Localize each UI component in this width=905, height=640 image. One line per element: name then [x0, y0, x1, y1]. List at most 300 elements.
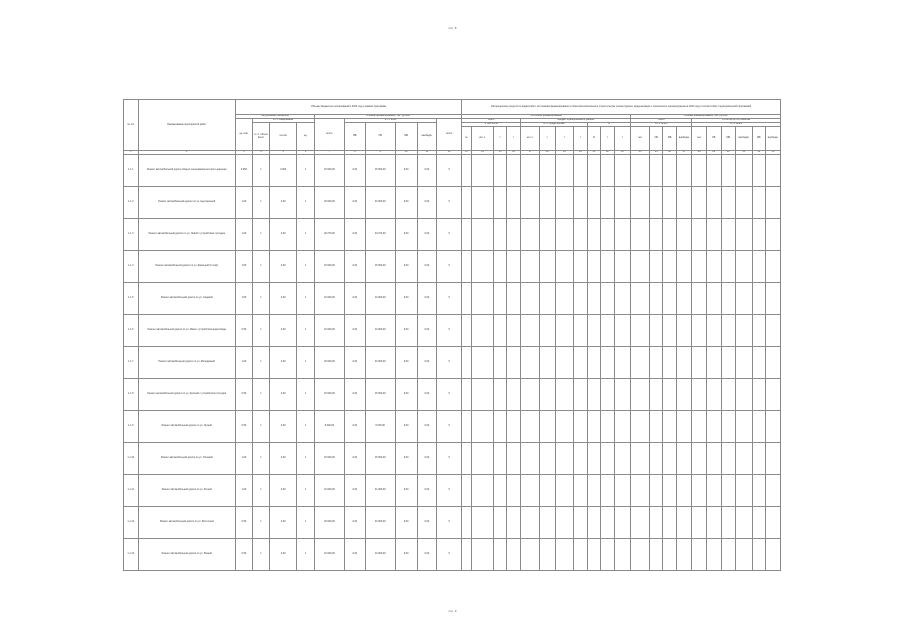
header-col-a8: т. — [574, 127, 587, 151]
empty-cell — [752, 379, 765, 411]
row-value-c4: 1 — [297, 315, 315, 347]
table-row — [124, 251, 781, 283]
empty-cell — [574, 251, 587, 283]
header-col-qty: в т.ч. объем всего — [252, 123, 270, 151]
row-value-c2: 1 — [252, 347, 270, 379]
row-value-c2: 1 — [252, 379, 270, 411]
row-value-c1: 1,00 — [236, 475, 253, 507]
header-right-a1: Всего — [462, 119, 521, 123]
row-value-c10: Х — [437, 475, 462, 507]
row-value-c4: 1 — [297, 411, 315, 443]
empty-cell — [663, 411, 676, 443]
empty-cell — [494, 507, 506, 539]
empty-cell — [614, 187, 631, 219]
empty-cell — [721, 475, 736, 507]
empty-cell — [471, 443, 494, 475]
row-value-c9: 0,00 — [417, 219, 437, 251]
empty-cell — [494, 379, 506, 411]
row-value-c4: 1 — [297, 379, 315, 411]
empty-cell — [614, 347, 631, 379]
row-number: 1.1.5 — [124, 283, 139, 315]
column-number: 21 — [587, 151, 600, 155]
row-number: 1.1.7 — [124, 347, 139, 379]
empty-cell — [555, 251, 574, 283]
empty-cell — [471, 283, 494, 315]
empty-cell — [692, 251, 707, 283]
header-natural-sub: в т.ч. измеряемые — [252, 119, 314, 123]
empty-cell — [692, 475, 707, 507]
row-number: 1.1.4 — [124, 251, 139, 283]
empty-cell — [555, 379, 574, 411]
empty-cell — [649, 475, 662, 507]
empty-cell — [631, 443, 650, 475]
empty-cell — [663, 539, 676, 571]
empty-cell — [676, 219, 692, 251]
header-col-b5: тыс. — [692, 127, 707, 151]
empty-cell — [601, 539, 614, 571]
header-num: № п/п — [124, 100, 139, 151]
empty-cell — [494, 219, 506, 251]
empty-cell — [587, 219, 600, 251]
empty-cell — [574, 475, 587, 507]
empty-cell — [676, 155, 692, 187]
header-col-b4: внебюдж. — [676, 127, 692, 151]
header-right-b1: Всего — [631, 119, 692, 123]
empty-cell — [506, 315, 521, 347]
row-value-c9: 0,00 — [417, 251, 437, 283]
empty-cell — [663, 379, 676, 411]
empty-cell — [766, 251, 781, 283]
empty-cell — [721, 379, 736, 411]
column-number: 26 — [663, 151, 676, 155]
empty-cell — [676, 315, 692, 347]
row-value-c1: 0,50 — [236, 507, 253, 539]
header-col-b9: МБ — [752, 127, 765, 151]
empty-cell — [506, 475, 521, 507]
header-sub-a2: в т.ч. кредиторская — [521, 123, 587, 127]
header-col-b6: ОБ — [706, 127, 721, 151]
empty-cell — [721, 539, 736, 571]
empty-cell — [752, 219, 765, 251]
row-value-c5: 21 000,00 — [314, 475, 344, 507]
empty-cell — [471, 187, 494, 219]
table-row — [124, 539, 781, 571]
empty-cell — [766, 539, 781, 571]
row-value-c7: 10 000,00 — [365, 283, 395, 315]
empty-cell — [521, 379, 540, 411]
empty-cell — [766, 347, 781, 379]
empty-cell — [506, 379, 521, 411]
empty-cell — [506, 251, 521, 283]
table-row — [124, 283, 781, 315]
empty-cell — [555, 315, 574, 347]
empty-cell — [631, 507, 650, 539]
row-value-c6: 0,00 — [344, 475, 365, 507]
empty-cell — [494, 475, 506, 507]
empty-cell — [706, 475, 721, 507]
empty-cell — [752, 539, 765, 571]
empty-cell — [555, 507, 574, 539]
empty-cell — [462, 507, 471, 539]
empty-cell — [601, 187, 614, 219]
row-value-c2: 1 — [252, 283, 270, 315]
empty-cell — [471, 155, 494, 187]
row-value-c7: 21 000,00 — [365, 475, 395, 507]
empty-cell — [676, 251, 692, 283]
empty-cell — [614, 315, 631, 347]
empty-cell — [736, 443, 753, 475]
empty-cell — [539, 379, 555, 411]
table-row — [124, 347, 781, 379]
empty-cell — [721, 283, 736, 315]
empty-cell — [676, 443, 692, 475]
row-value-c3: 0,00 — [270, 251, 297, 283]
empty-cell — [471, 475, 494, 507]
empty-cell — [506, 187, 521, 219]
empty-cell — [574, 283, 587, 315]
row-value-c8: 0,00 — [395, 219, 417, 251]
empty-cell — [506, 443, 521, 475]
empty-cell — [631, 219, 650, 251]
empty-cell — [631, 379, 650, 411]
empty-cell — [539, 475, 555, 507]
empty-cell — [494, 187, 506, 219]
empty-cell — [721, 507, 736, 539]
empty-cell — [649, 315, 662, 347]
row-value-c10: Х — [437, 379, 462, 411]
empty-cell — [574, 219, 587, 251]
empty-cell — [574, 443, 587, 475]
row-value-c1: 0,50 — [236, 379, 253, 411]
row-number: 1.1.6 — [124, 315, 139, 347]
row-value-c4: 1 — [297, 475, 315, 507]
row-value-c8: 0,00 — [395, 443, 417, 475]
empty-cell — [574, 187, 587, 219]
column-number: 15 — [494, 151, 506, 155]
empty-cell — [601, 251, 614, 283]
empty-cell — [539, 283, 555, 315]
row-value-c4: 1 — [297, 251, 315, 283]
row-value-c7: 10 000,00 — [365, 539, 395, 571]
row-value-c1: 1,00 — [236, 187, 253, 219]
column-number: 19 — [555, 151, 574, 155]
empty-cell — [676, 411, 692, 443]
row-value-c5: 20 000,00 — [314, 507, 344, 539]
empty-cell — [649, 539, 662, 571]
empty-cell — [631, 251, 650, 283]
column-number: 22 — [601, 151, 614, 155]
header-right-b: Объемы финансирования, тыс. рублей — [631, 115, 781, 119]
row-value-c6: 0,00 — [344, 539, 365, 571]
row-value-c7: 15 000,00 — [365, 251, 395, 283]
header-sub-a3: % — [587, 123, 631, 127]
row-value-c10: Х — [437, 219, 462, 251]
empty-cell — [614, 219, 631, 251]
empty-cell — [614, 411, 631, 443]
row-value-c7: 8 000,00 — [365, 411, 395, 443]
table-row — [124, 155, 781, 187]
row-value-c1: 0,250 — [236, 155, 253, 187]
column-number: 29 — [706, 151, 721, 155]
empty-cell — [555, 219, 574, 251]
empty-cell — [614, 283, 631, 315]
empty-cell — [539, 507, 555, 539]
empty-cell — [614, 539, 631, 571]
empty-cell — [736, 475, 753, 507]
row-value-c4: 1 — [297, 539, 315, 571]
empty-cell — [462, 379, 471, 411]
empty-cell — [692, 539, 707, 571]
empty-cell — [521, 251, 540, 283]
row-value-c9: 0,00 — [417, 475, 437, 507]
row-value-c6: 0,00 — [344, 347, 365, 379]
empty-cell — [721, 347, 736, 379]
empty-cell — [471, 539, 494, 571]
row-value-c9: 0,00 — [417, 187, 437, 219]
row-value-c6: 0,00 — [344, 315, 365, 347]
empty-cell — [601, 507, 614, 539]
empty-cell — [706, 443, 721, 475]
row-value-c6: 0,00 — [344, 507, 365, 539]
header-col-a2: на т.ч. — [471, 127, 494, 151]
column-number: 11 — [417, 151, 437, 155]
empty-cell — [614, 251, 631, 283]
column-number: 1 — [124, 151, 139, 155]
column-number: 3 — [236, 151, 253, 155]
row-value-c8: 0,00 — [395, 347, 417, 379]
empty-cell — [601, 315, 614, 347]
row-value-c3: 0,00 — [270, 219, 297, 251]
empty-cell — [721, 251, 736, 283]
row-value-c1: 0,50 — [236, 539, 253, 571]
empty-cell — [721, 443, 736, 475]
empty-cell — [494, 251, 506, 283]
empty-cell — [663, 507, 676, 539]
empty-cell — [587, 443, 600, 475]
empty-cell — [539, 155, 555, 187]
empty-cell — [555, 347, 574, 379]
empty-cell — [462, 251, 471, 283]
empty-cell — [539, 443, 555, 475]
row-value-c2: 1 — [252, 315, 270, 347]
empty-cell — [574, 315, 587, 347]
column-number: 16 — [506, 151, 521, 155]
empty-cell — [631, 411, 650, 443]
row-value-c10: Х — [437, 315, 462, 347]
empty-cell — [506, 507, 521, 539]
empty-cell — [471, 411, 494, 443]
row-value-c7: 15 000,00 — [365, 443, 395, 475]
empty-cell — [721, 187, 736, 219]
header-sub-a1: в том числе — [462, 123, 521, 127]
empty-cell — [471, 379, 494, 411]
empty-cell — [692, 411, 707, 443]
row-value-c1: 1,00 — [236, 219, 253, 251]
empty-cell — [706, 251, 721, 283]
empty-cell — [462, 475, 471, 507]
empty-cell — [462, 155, 471, 187]
empty-cell — [721, 219, 736, 251]
empty-cell — [752, 283, 765, 315]
empty-cell — [521, 347, 540, 379]
row-value-c6: 0,00 — [344, 379, 365, 411]
table-row — [124, 379, 781, 411]
empty-cell — [692, 315, 707, 347]
empty-cell — [601, 347, 614, 379]
empty-cell — [506, 411, 521, 443]
header-col-a1: № — [462, 127, 471, 151]
row-value-c8: 0,00 — [395, 507, 417, 539]
empty-cell — [555, 187, 574, 219]
header-right-group: Распределение средств по видам работ, источникам финансирования и объектам капитального строительства, реконструкции, модернизации и технического перевооружения в 2023 году в соответствии с муниципальной программой — [462, 100, 781, 115]
row-value-c2: 1 — [252, 443, 270, 475]
empty-cell — [574, 507, 587, 539]
empty-cell — [692, 443, 707, 475]
row-value-c5: 15 000,00 — [314, 251, 344, 283]
empty-cell — [766, 411, 781, 443]
empty-cell — [601, 379, 614, 411]
header-col-b1: тыс. — [631, 127, 650, 151]
header-col-qty2: кол-во — [270, 123, 297, 151]
row-value-c10: Х — [437, 251, 462, 283]
row-value-c2: 1 — [252, 219, 270, 251]
row-value-c9: 0,00 — [417, 443, 437, 475]
row-value-c8: 0,00 — [395, 187, 417, 219]
table-row — [124, 187, 781, 219]
empty-cell — [555, 283, 574, 315]
header-col-unit: ед. изм. — [236, 119, 253, 151]
row-value-c8: 0,00 — [395, 475, 417, 507]
empty-cell — [494, 443, 506, 475]
table-row — [124, 443, 781, 475]
budget-table — [123, 99, 781, 571]
row-value-c7: 20 000,00 — [365, 187, 395, 219]
empty-cell — [676, 187, 692, 219]
header-col-a7: т. — [555, 127, 574, 151]
empty-cell — [663, 155, 676, 187]
empty-cell — [521, 283, 540, 315]
row-value-c3: 0,00 — [270, 283, 297, 315]
empty-cell — [752, 187, 765, 219]
empty-cell — [736, 219, 753, 251]
row-value-c3: 0,00 — [270, 475, 297, 507]
column-number: 31 — [736, 151, 753, 155]
row-value-c3: 0,00 — [270, 411, 297, 443]
empty-cell — [521, 219, 540, 251]
header-col-vnb: внебюдж. — [417, 123, 437, 151]
empty-cell — [462, 315, 471, 347]
row-value-c8: 0,00 — [395, 283, 417, 315]
row-number: 1.1.9 — [124, 411, 139, 443]
table-body — [124, 155, 781, 571]
header-col-b2: ОБ — [649, 127, 662, 151]
header-col-a11: т. — [614, 127, 631, 151]
row-name: Ремонт автомобильной дороги по ул. Садовой — [138, 283, 236, 315]
row-value-c7: 20 000,00 — [365, 347, 395, 379]
empty-cell — [736, 379, 753, 411]
empty-cell — [574, 155, 587, 187]
header-name: Наименование мероприятий работ — [138, 100, 236, 151]
empty-cell — [471, 507, 494, 539]
column-number: 13 — [462, 151, 471, 155]
header-col-a9: % — [587, 127, 600, 151]
empty-cell — [676, 507, 692, 539]
empty-cell — [692, 347, 707, 379]
row-value-c5: 10 000,00 — [314, 539, 344, 571]
empty-cell — [506, 539, 521, 571]
empty-cell — [539, 219, 555, 251]
empty-cell — [706, 155, 721, 187]
empty-cell — [706, 347, 721, 379]
row-value-c6: 0,00 — [344, 411, 365, 443]
row-value-c4: 1 — [297, 347, 315, 379]
header-right-a: Источники финансирования — [462, 115, 631, 119]
row-name: Ремонт автомобильной дороги по ул. Восточной — [138, 507, 236, 539]
row-name: Ремонт автомобильной дороги по ул. Полевой — [138, 443, 236, 475]
empty-cell — [601, 283, 614, 315]
empty-cell — [676, 347, 692, 379]
empty-cell — [555, 411, 574, 443]
empty-cell — [506, 155, 521, 187]
empty-cell — [539, 347, 555, 379]
column-number: 2 — [138, 151, 236, 155]
empty-cell — [752, 507, 765, 539]
empty-cell — [766, 379, 781, 411]
row-value-c6: 0,00 — [344, 251, 365, 283]
row-value-c6: 0,00 — [344, 187, 365, 219]
empty-cell — [462, 219, 471, 251]
row-value-c10: Х — [437, 155, 462, 187]
empty-cell — [649, 283, 662, 315]
row-number: 1.1.3 — [124, 219, 139, 251]
empty-cell — [555, 475, 574, 507]
empty-cell — [752, 155, 765, 187]
empty-cell — [663, 219, 676, 251]
row-value-c3: 0,000 — [270, 155, 297, 187]
header-fin-sub: в т.ч. 2023 — [344, 119, 436, 123]
column-number: 8 — [344, 151, 365, 155]
row-value-c5: 20 000,00 — [314, 187, 344, 219]
row-value-c1: 1,50 — [236, 283, 253, 315]
header-col-a10: т. — [601, 127, 614, 151]
empty-cell — [766, 219, 781, 251]
row-value-c10: Х — [437, 411, 462, 443]
empty-cell — [736, 347, 753, 379]
empty-cell — [631, 539, 650, 571]
empty-cell — [574, 379, 587, 411]
empty-cell — [539, 251, 555, 283]
empty-cell — [555, 155, 574, 187]
empty-cell — [721, 315, 736, 347]
row-value-c2: 1 — [252, 539, 270, 571]
empty-cell — [587, 283, 600, 315]
empty-cell — [494, 315, 506, 347]
empty-cell — [706, 187, 721, 219]
empty-cell — [752, 315, 765, 347]
empty-cell — [494, 347, 506, 379]
empty-cell — [766, 283, 781, 315]
row-number: 1.1.12 — [124, 507, 139, 539]
row-value-c4: 1 — [297, 507, 315, 539]
row-value-c3: 0,00 — [270, 539, 297, 571]
empty-cell — [692, 507, 707, 539]
row-name: Ремонт автомобильной дороги по ул. Зелёной с устройством тротуара — [138, 379, 236, 411]
table-row — [124, 475, 781, 507]
empty-cell — [766, 443, 781, 475]
row-value-c4: 1 — [297, 219, 315, 251]
column-number: 32 — [752, 151, 765, 155]
empty-cell — [721, 411, 736, 443]
